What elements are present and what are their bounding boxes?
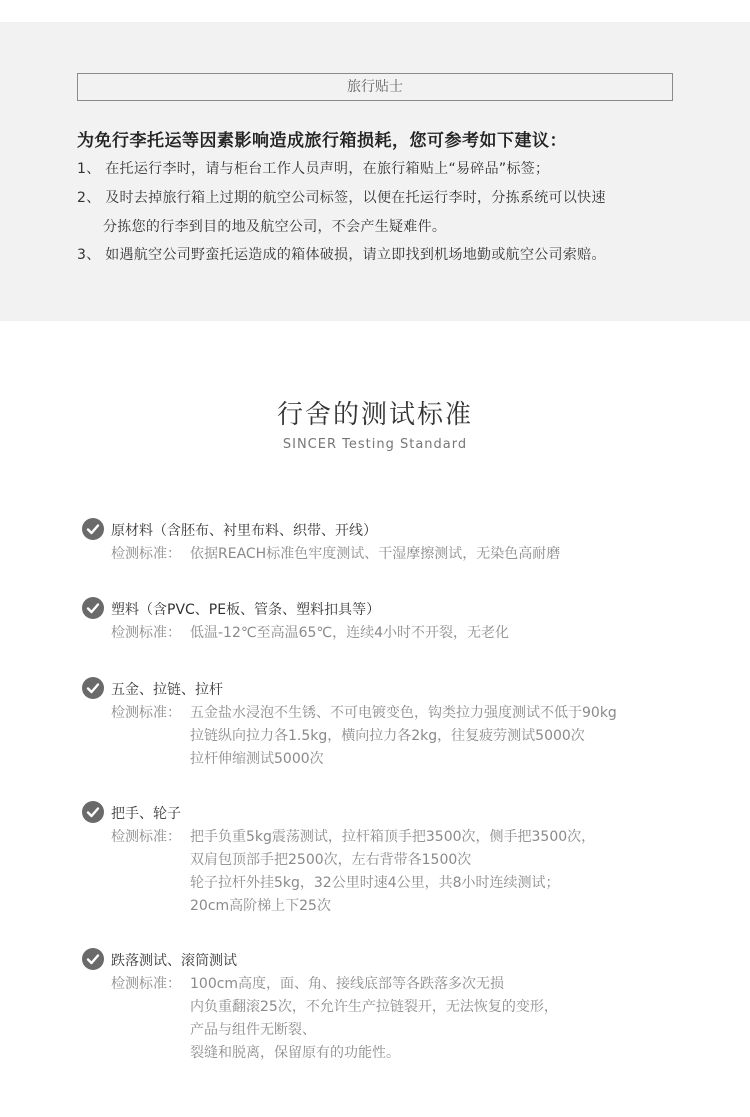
standard-text: 把手负重5kg震荡测试，拉杆箱顶手把3500次，侧手把3500次， [190, 829, 596, 845]
standard-text: 内负重翻滚25次，不允许生产拉链裂开，无法恢复的变形， [190, 999, 558, 1015]
check-icon [82, 948, 104, 970]
standard-text: 双肩包顶部手把2500次，左右背带各1500次 [190, 852, 472, 868]
standard-text: 五金盐水浸泡不生锈、不可电镀变色，钩类拉力强度测试不低于90kg [190, 705, 617, 721]
item-name-handles-wheels: 把手、轮子 [111, 806, 181, 822]
standard-subtitle: SINCER Testing Standard [282, 437, 468, 452]
item-name-hardware: 五金、拉链、拉杆 [111, 682, 223, 698]
item-name-drop-tumble: 跌落测试、滚筒测试 [111, 953, 237, 969]
standard-text: 20cm高阶梯上下25次 [190, 898, 331, 914]
check-icon [82, 518, 104, 540]
standard-text: 轮子拉杆外挂5kg，32公里时速4公里，共8小时连续测试； [190, 875, 560, 891]
standard-text: 依据REACH标准色牢度测试、干湿摩擦测试，无染色高耐磨 [190, 546, 561, 562]
standard-text: 拉链纵向拉力各1.5kg，横向拉力各2kg，往复疲劳测试5000次 [190, 728, 585, 744]
standard-text: 低温-12℃至高温65℃，连续4小时不开裂，无老化 [190, 625, 510, 641]
check-icon [82, 801, 104, 823]
item-name-materials: 原材料（含胚布、衬里布料、织带、开线） [111, 523, 377, 539]
item-name-plastics: 塑料（含PVC、PE板、管条、塑料扣具等） [111, 602, 381, 618]
check-icon [82, 597, 104, 619]
standard-title: 行舍的测试标准 [276, 400, 473, 430]
standard-text: 拉杆伸缩测试5000次 [190, 751, 324, 767]
tip-line-3: 3、 如遇航空公司野蛮托运造成的箱体破损，请立即找到机场地勤或航空公司索赔。 [77, 247, 606, 263]
standard-label: 检测标准： [111, 625, 181, 641]
tip-line-2-cont: 分拣您的行李到目的地及航空公司，不会产生疑难件。 [103, 219, 447, 235]
standard-label: 检测标准： [111, 546, 181, 562]
tip-line-1: 1、 在托运行李时，请与柜台工作人员声明，在旅行箱贴上“易碎品”标签； [77, 161, 550, 177]
tips-heading: 为免行李托运等因素影响造成旅行箱损耗，您可参考如下建议： [77, 131, 567, 151]
check-icon [82, 677, 104, 699]
standard-label: 检测标准： [111, 829, 181, 845]
tip-line-2: 2、 及时去掉旅行箱上过期的航空公司标签，以便在托运行李时，分拣系统可以快速 [77, 190, 606, 206]
standard-text: 100cm高度，面、角、接线底部等各跌落多次无损 [190, 976, 505, 992]
standard-text: 裂缝和脱离，保留原有的功能性。 [190, 1045, 400, 1061]
tips-title: 旅行贴士 [77, 73, 673, 101]
travel-tips-section [0, 22, 750, 321]
standard-label: 检测标准： [111, 976, 181, 992]
standard-label: 检测标准： [111, 705, 181, 721]
standard-text: 产品与组件无断裂、 [190, 1022, 316, 1038]
